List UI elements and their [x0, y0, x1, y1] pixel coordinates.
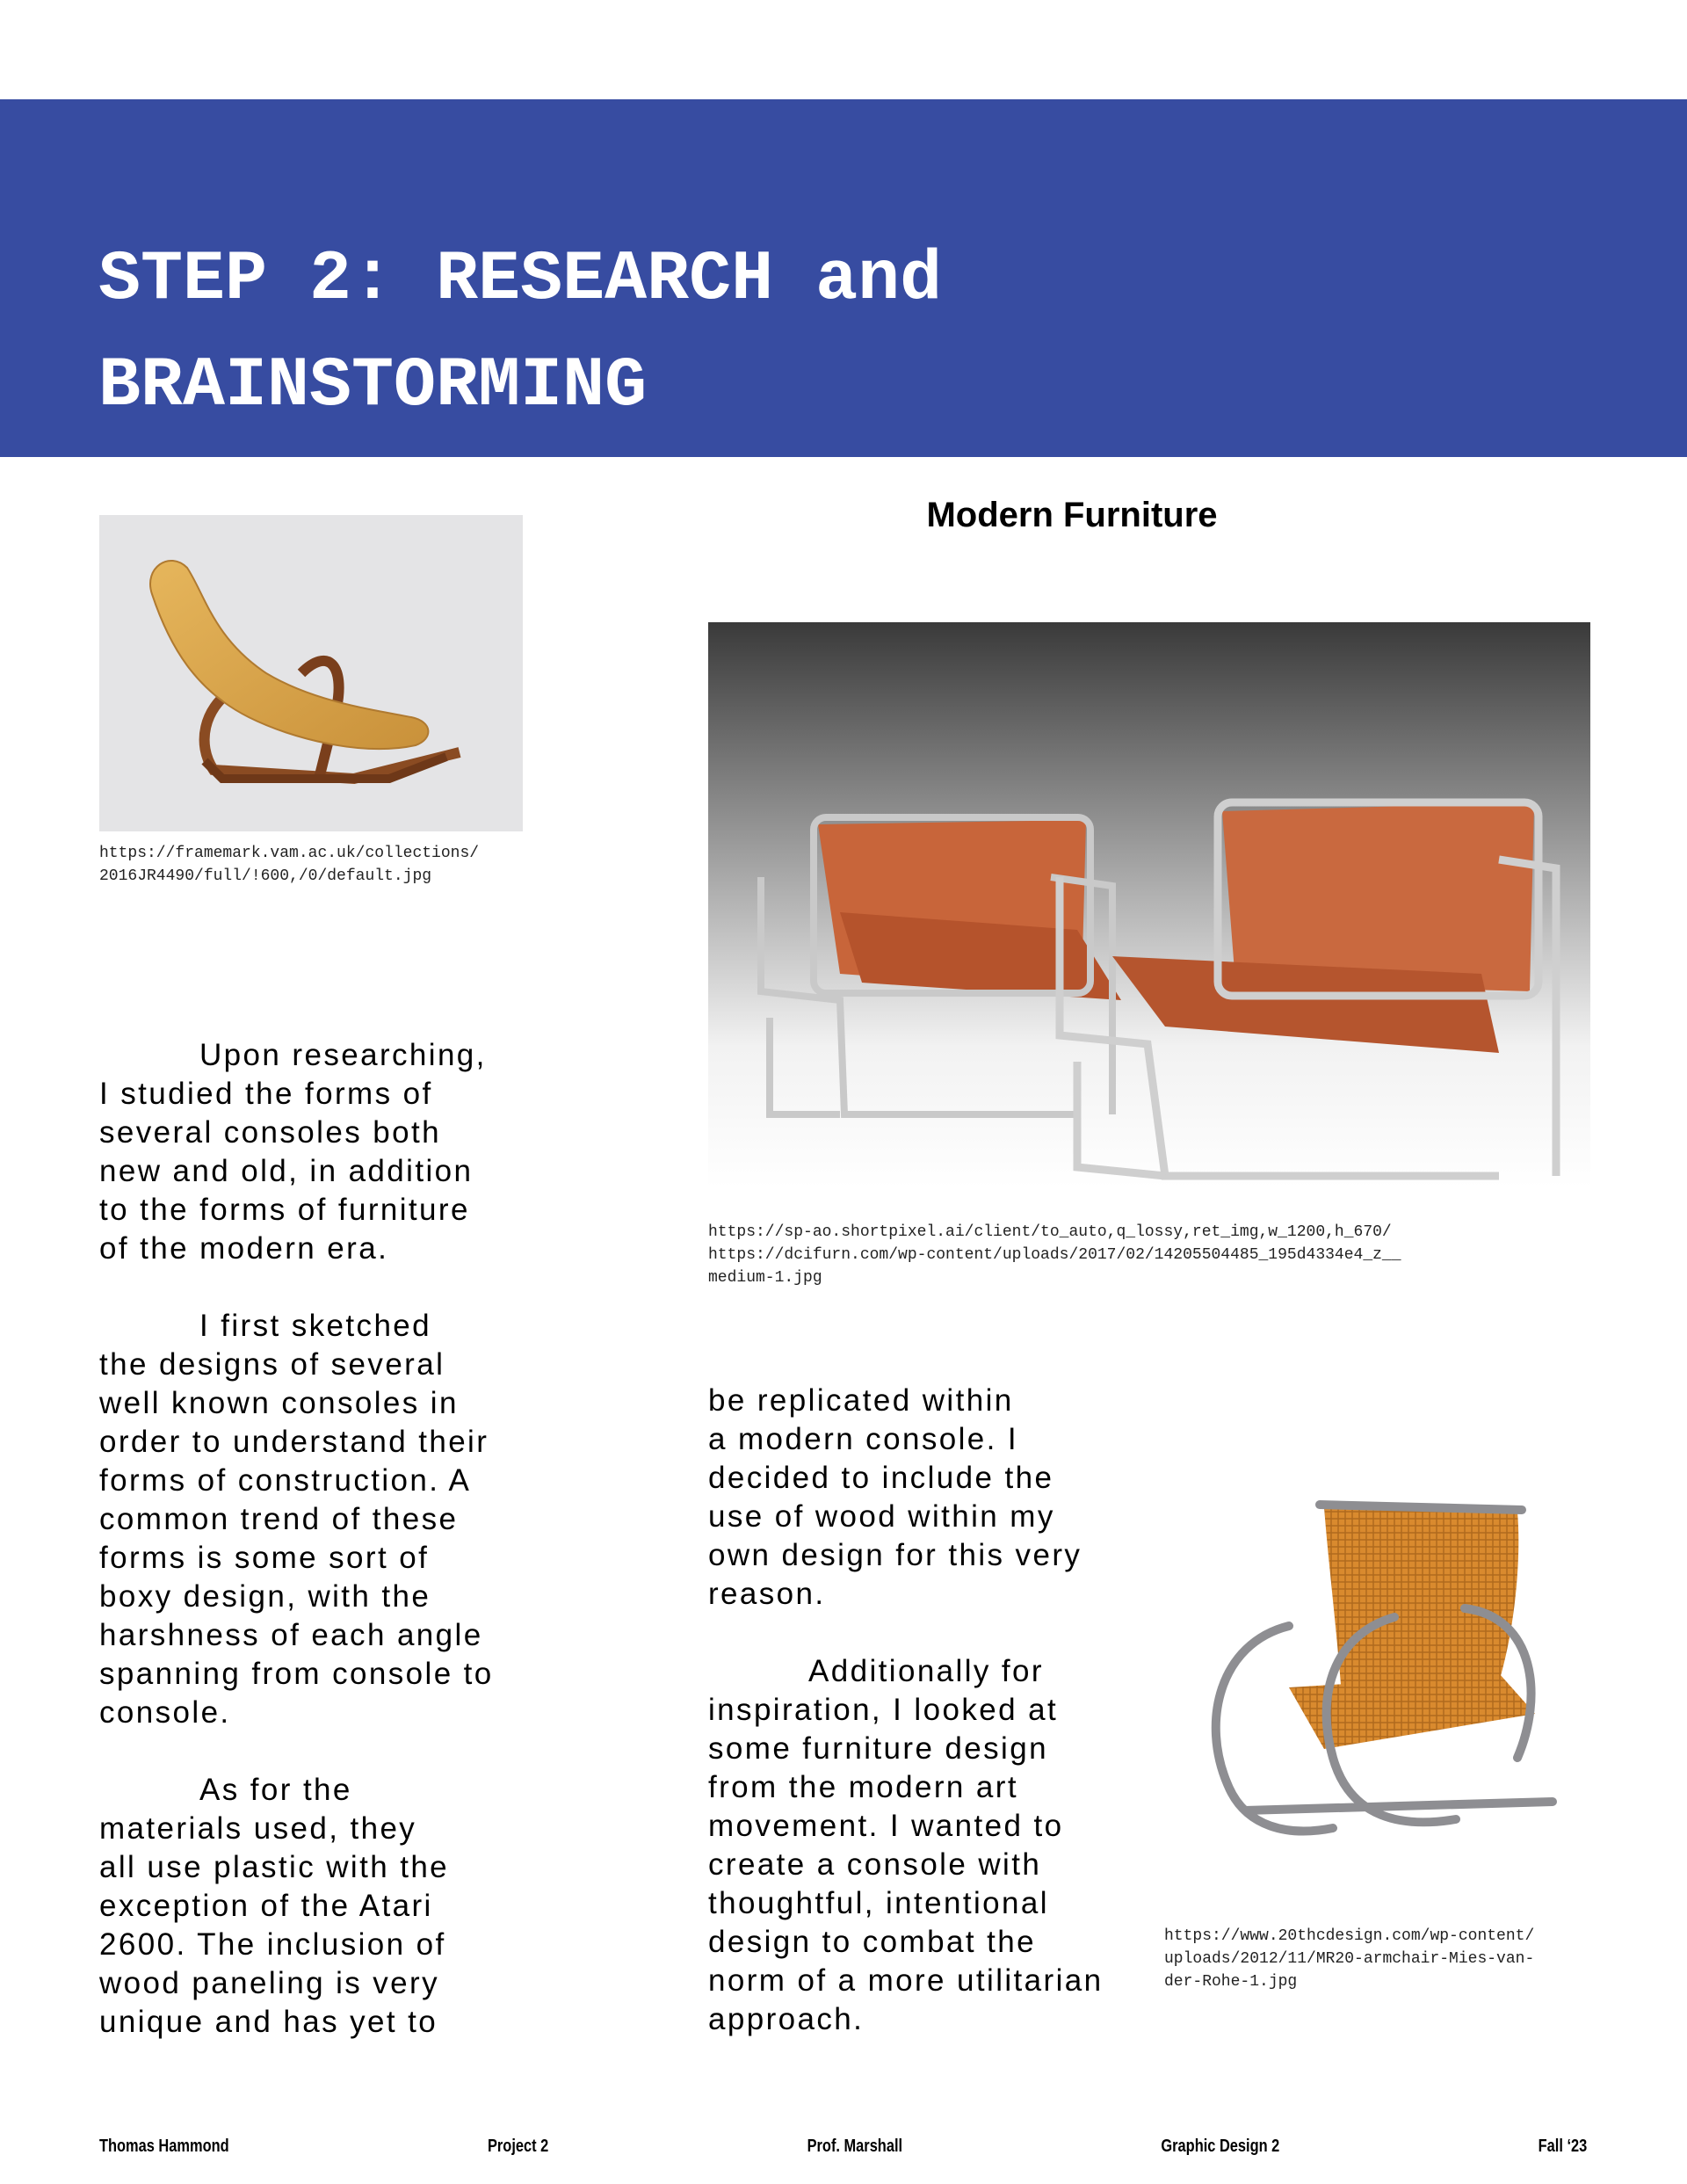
page-title — [98, 227, 1416, 439]
footer-course: Graphic Design 2 — [1161, 2136, 1280, 2156]
body-line: I studied the forms of — [99, 1077, 433, 1111]
caption-line: https://sp-ao.shortpixel.ai/client/to_auto,q_lossy,ret_img,w_1200,h_670/ — [708, 1223, 1392, 1241]
caption-line: https://dcifurn.com/wp-content/uploads/2017/02/14205504485_195d4334e4_z__ — [708, 1246, 1401, 1264]
body-line: several consoles both — [99, 1115, 441, 1150]
caption-line: https://www.20thcdesign.com/wp-content/ — [1164, 1927, 1535, 1945]
body-line: a modern console. I — [708, 1422, 1018, 1456]
body-line: the designs of several — [99, 1347, 445, 1382]
body-line: new and old, in addition — [99, 1154, 474, 1188]
body-line: unique and has yet to — [99, 2005, 438, 2039]
body-text-left-column — [99, 1036, 494, 2042]
body-line: use of wood within my — [708, 1499, 1055, 1534]
page-title-line-2: BRAINSTORMING — [98, 346, 648, 426]
body-line: approach. — [708, 2002, 865, 2036]
paragraph-gap — [99, 1732, 494, 1771]
caption-line: der-Rohe-1.jpg — [1164, 1973, 1298, 1991]
body-line: thoughtful, intentional — [708, 1886, 1049, 1920]
body-line: 2600. The inclusion of — [99, 1927, 446, 1962]
footer-term: Fall ‘23 — [1538, 2136, 1588, 2156]
body-line: order to understand their — [99, 1425, 489, 1459]
paragraph-gap — [99, 1268, 494, 1307]
body-line: harshness of each angle — [99, 1618, 483, 1652]
body-line: common trend of these — [99, 1502, 459, 1536]
footer-author: Thomas Hammond — [99, 2136, 229, 2156]
body-line: movement. I wanted to — [708, 1809, 1064, 1843]
body-line: console. — [99, 1695, 231, 1730]
wassily-chairs-image — [708, 622, 1590, 1188]
body-line: be replicated within — [708, 1383, 1014, 1418]
lounge-chair-image — [99, 515, 523, 831]
body-line: boxy design, with the — [99, 1579, 431, 1614]
body-line: As for the — [199, 1773, 352, 1807]
body-line: to the forms of furniture — [99, 1193, 470, 1227]
body-line: decided to include the — [708, 1461, 1054, 1495]
body-line: well known consoles in — [99, 1386, 459, 1420]
page-title-line-1: STEP 2: RESEARCH and — [98, 240, 943, 320]
body-line: inspiration, I looked at — [708, 1693, 1059, 1727]
body-line: design to combat the — [708, 1925, 1036, 1959]
caption-line: 2016JR4490/full/!600,/0/default.jpg — [99, 867, 432, 885]
mr20-armchair-source-caption — [1164, 1925, 1534, 1993]
body-line: spanning from console to — [99, 1657, 494, 1691]
body-line: all use plastic with the — [99, 1850, 450, 1884]
paragraph-gap — [708, 1614, 1104, 1652]
section-title: Modern Furniture — [926, 496, 1218, 534]
body-line: own design for this very — [708, 1538, 1082, 1572]
caption-line: https://framemark.vam.ac.uk/collections/ — [99, 845, 480, 862]
page-footer — [99, 2131, 1587, 2161]
body-line: of the modern era. — [99, 1231, 389, 1266]
body-line: I first sketched — [199, 1309, 432, 1343]
body-text-middle-column — [708, 1382, 1104, 2039]
body-line: Additionally for — [808, 1654, 1044, 1688]
caption-line: uploads/2012/11/MR20-armchair-Mies-van- — [1164, 1950, 1535, 1968]
body-line: create a console with — [708, 1847, 1042, 1882]
footer-project: Project 2 — [487, 2136, 549, 2156]
body-line: from the modern art — [708, 1770, 1018, 1804]
body-line: forms of construction. A — [99, 1463, 472, 1498]
wassily-chairs-source-caption — [708, 1221, 1401, 1289]
footer-professor: Prof. Marshall — [807, 2136, 903, 2156]
lounge-chair-source-caption — [99, 842, 479, 888]
body-line: forms is some sort of — [99, 1541, 430, 1575]
body-line: norm of a more utilitarian — [708, 1963, 1104, 1998]
body-line: wood paneling is very — [99, 1966, 439, 2000]
body-line: some furniture design — [708, 1731, 1048, 1766]
mr20-armchair-image — [1166, 1494, 1588, 1881]
body-line: reason. — [708, 1577, 826, 1611]
caption-line: medium-1.jpg — [708, 1269, 822, 1287]
body-line: Upon researching, — [199, 1038, 487, 1072]
body-line: materials used, they — [99, 1811, 417, 1846]
body-line: exception of the Atari — [99, 1889, 433, 1923]
